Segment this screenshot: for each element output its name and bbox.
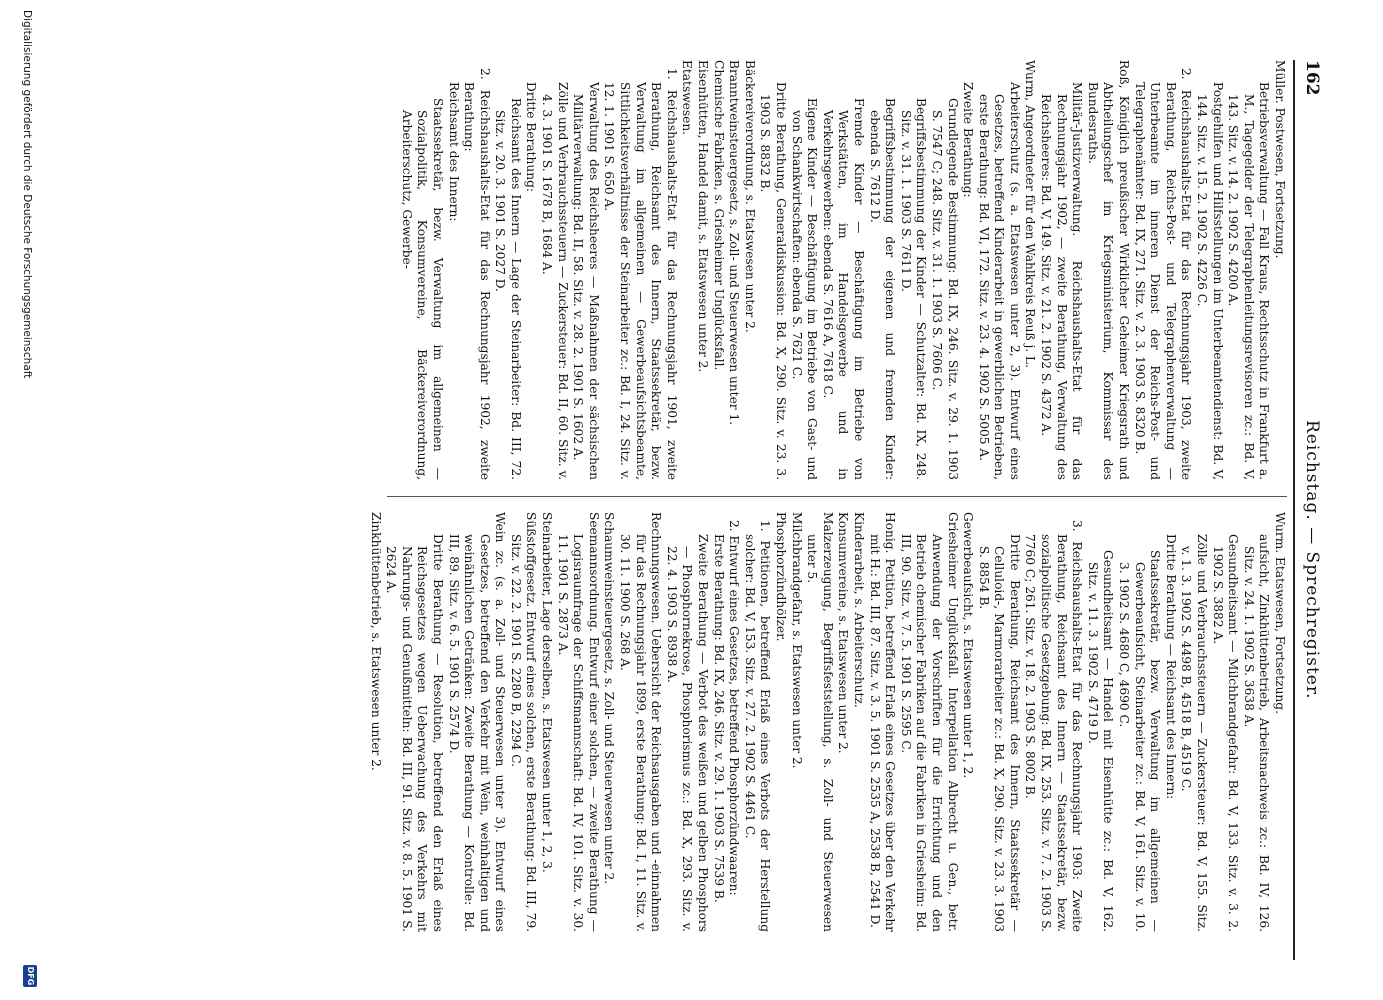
running-title: Reichstag. — Sprechregister. — [1302, 420, 1322, 700]
index-entry: Rechnungswesen. Uebersicht der Reichsausgaben und -einnahmen für das Rechnungsjahr 1899, erste Berathung: Bd. I, 11. Sitz. v. 30. 11. 1900 S. 268 A. — [618, 512, 664, 932]
index-entry: Verwaltung des Reichsheeres — Maßnahmen der sächsischen Militärverwaltung: Bd. II, 58. Sitz. v. 28. 2. 1901 S. 1602 A. — [571, 82, 601, 480]
index-entry: Dritte Berathung — Resolution, betreffend den Erlaß eines Reichsgesetzes wegen Ueberwachung des Verkehrs mit Nahrungs- und Genußmitteln: Bd. III, 91. Sitz. v. 8. 5. 1901 S. 2624 A. — [384, 534, 445, 932]
index-entry: Reichsamt des Innern — Lage der Steinarbeiter: Bd. III, 72. Sitz. v. 20. 3. 1901 S. 2027 D. — [493, 98, 523, 480]
index-entry: Staatssekretär, bezw. Verwaltung im allgemeinen — Gewerbeaufsicht, Steinarbeiter zc.: Bd. V, 161. Sitz. v. 10. 3. 1902 S. 4680 C, 4690 C. — [1117, 550, 1163, 932]
index-entry: Eisenhütten, Handel damit, s. Etatswesen unter 2. — [696, 60, 711, 373]
index-entry: Gesundheitsamt — Milchbrandgefahr: Bd. V, 133. Sitz. v. 3. 2. 1902 S. 3882 A. — [1210, 534, 1241, 932]
index-entry: Wurm, Angeordneter für den Wahlkreis Reuß j. L. — [1023, 60, 1038, 368]
index-entry: Postgehilfen und Hilfsstellungen im Unterbeamtendienst: Bd. V, 144. Sitz. v. 15. 2. 1902 S. 4226 C. — [1195, 82, 1225, 480]
index-entry: Betriebsverwaltung — Fall Kraus, Rechtsschutz in Frankfurt a. M., Tagegelder der Telegraphenleitungsrevisoren zc.: Bd. V, 143. Sitz. v. 14. 2. 1902 S. 4200 A. — [1226, 82, 1272, 480]
left-column — [127, 60, 1287, 480]
index-entry: Roß, Königlich preußischer Wirklicher Geheimer Kriegsrath und Abtheilungschef im Kriegsministerium, Kommissar des Bundesraths. — [1085, 60, 1132, 480]
index-entry: Wein zc. (s. a. Zoll- und Steuerwesen unter 3). Entwurf eines Gesetzes, betreffend den Verkehr mit Wein, weinhaltigen und weinähnlichen Getränken: Zweite Berathung — Kontrolle: Bd. III, 89. Sitz. v. 6. 5. 1901 S. 2574 D. — [446, 512, 508, 932]
right-column — [127, 512, 1287, 932]
index-entry: Erste Berathung: Bd. IX, 246. Sitz. v. 29. 1. 1903 S. 7539 B. — [711, 534, 726, 903]
index-entry: Honig. Petition, betreffend Erlaß eines Gesetzes über den Verkehr mit H.: Bd. III, 87. Sitz. v. 3. 5. 1901 S. 2535 A, 2538 B, 2541 D. — [867, 512, 898, 932]
index-entry: Zinkhüttenbetrieb, s. Etatswesen unter 2. — [368, 512, 383, 771]
index-entry: Dritte Berathung, Reichsamt des Innern, Staatssekretär — Celluloid-, Marmorarbeiter zc.: Bd. X, 290. Sitz. v. 23. 3. 1903 S. 8854 B. — [976, 534, 1022, 932]
index-entry: Müller. Postwesen, Fortsetzung. — [1273, 60, 1287, 259]
index-entry: Militär-Justizverwaltung. Reichshaushalts-Etat für das Rechnungsjahr 1902, — zweite Berathung, Verwaltung des Reichsheeres: Bd. V, 149. Sitz. v. 21. 2. 1902 S. 4372 A. — [1039, 82, 1085, 480]
index-entry: Griesheimer Unglücksfall. Interpellation Albrecht u. Gen., betr. Anwendung der Vorschriften für die Errichtung und den Betrieb chemischer Fabriken auf die Fabriken in Griesheim: Bd. III, 90. Sitz. v. 7. 5. 1901 S. 2595 C. — [898, 512, 960, 932]
index-entry: Chemische Fabriken, s. Griesheimer Unglücksfall. — [711, 60, 726, 371]
index-entry: Konsumvereine, s. Etatswesen unter 2. — [836, 512, 851, 754]
index-entry: Zweite Berathung — Verbot des weißen und gelben Phosphors — Phosphornekrose, Phosphorismus zc.: Bd. X, 293. Sitz. v. 22. 4. 1903 S. 8938 A. — [664, 534, 711, 932]
index-entry: Arbeiterschutz (s. a. Etatswesen unter 2, 3). Entwurf eines Gesetzes, betreffend Kinderarbeit in gewerblichen Betrieben, erste Berathung: Bd. VI, 172. Sitz. v. 23. 4. 1902 S. 5005 A. — [976, 82, 1022, 480]
index-entry: Staatssekretär, bezw. Verwaltung im allgemeinen — Sozialpolitik, Konsumvereine, Bäckereiverordnung, Arbeiterschutz, Gewerbe- — [399, 98, 445, 480]
index-entry: aufsicht, Zinkhüttenbetrieb, Arbeitsnachweis zc.: Bd. IV, 126. Sitz. v. 24. 1. 1902 S. 3638 A. — [1241, 534, 1272, 932]
index-entry: 2. Reichshaushalts-Etat für das Rechnungsjahr 1903, zweite Berathung, Reichs-Post- und Telegraphenverwaltung — Unterbeamte im inneren Dienst der Reichs-Post- und Telegraphenämter: Bd. IX, 271. Sitz. v. 2. 3. 1903 S. 8320 B. — [1132, 68, 1194, 480]
index-entry: Steinarbeiter, Lage derselben, s. Etatswesen unter 1, 2, 3. — [540, 512, 555, 873]
index-entry: Kinderarbeit, s. Arbeiterschutz. — [851, 512, 866, 708]
index-entry: Zölle und Verbrauchssteuern — Zuckersteuer: Bd. V, 155. Sitz. v. 1. 3. 1902 S. 4498 B, 4518 B, 4519 C. — [1179, 534, 1210, 932]
index-entry: Eigene Kinder — Beschäftigung im Betriebe von Gast- und von Schankwirtschaften: ebenda S. 7621 C. — [789, 98, 820, 480]
index-entry: Dritte Berathung — Reichsamt des Innern: — [1163, 534, 1178, 800]
index-entry: Gesundheitsamt — Handel mit Eisenhütte zc.: Bd. V, 162. Sitz. v. 11. 3. 1902 S. 4719 D. — [1085, 550, 1116, 932]
index-entry: Malzerzeugung, Begriffsfeststellung, s. Zoll- und Steuerwesen unter 5. — [805, 512, 835, 932]
index-entry: 3. Reichshaushalts-Etat für das Rechnungsjahr 1903: Zweite Berathung, Reichsamt des Innern — Staatssekretär, bezw. sozialpolitische Gesetzgebung: Bd. IX, 253. Sitz. v. 7. 2. 1903 S. 7760 C; 261. Sitz. v. 18. 2. 1903 S. 8002 B. — [1023, 520, 1085, 932]
footer-credit: Digitalisierung gefördert durch die Deutsche Forschungsgemeinschaft — [21, 10, 33, 379]
index-entry: Bäckereiverordnung, s. Etatswesen unter 2. — [742, 60, 757, 333]
index-entry: Schaumweinsteuergesetz, s. Zoll- und Steuerwesen unter 2. — [602, 512, 617, 885]
index-entry: Dritte Berathung: — [524, 82, 539, 192]
index-entry: 2. Entwurf eines Gesetzes, betreffend Phosphorzündwaaren: — [727, 520, 742, 896]
index-entry: Gewerbeaufsicht, s. Etatswesen unter 1, 2. — [961, 512, 976, 779]
index-entry: Seemannsordnung. Entwurf einer solchen, — zweite Berathung — Logisraumfrage der Schiffsmannschaft: Bd. IV, 101. Sitz. v. 30. 11. 1901 S. 2873 A. — [555, 512, 601, 932]
index-entry: Reichsamt des Innern: — [446, 82, 461, 222]
index-entry: Zölle und Verbrauchssteuern — Zuckersteuer: Bd. II, 60. Sitz. v. 4. 3. 1901 S. 1678 B, 1684 A. — [540, 82, 570, 480]
index-entry: Milchbrandgefahr, s. Etatswesen unter 2. — [789, 512, 804, 769]
index-entry: 1. Reichshaushalts-Etat für das Rechnungsjahr 1901, zweite Berathung, Reichsamt des Innern, Staatssekretär, bezw. Verwaltung im allgemeinen — Gewerbeaufsichtsbeamte, Sittlichkeitsverhältnisse der Steinarbeiter zc.: Bd. I, 24. Sitz. v. 12. 1. 1901 S. 650 A. — [602, 68, 679, 480]
page-number: 162 — [1302, 60, 1322, 96]
index-entry: 1. Petitionen, betreffend Erlaß eines Verbots der Herstellung solcher: Bd. V, 153. Sitz. v. 27. 2. 1902 S. 4461 C. — [742, 520, 773, 932]
index-entry: Zweite Berathung: — [961, 82, 976, 198]
index-entry: Dritte Berathung, Generaldiskussion: Bd. X, 290. Sitz. v. 23. 3. 1903 S. 8832 B. — [758, 82, 788, 480]
dfg-logo: DFG — [23, 965, 37, 987]
index-entry: Branntweinsteuergesetz, s. Zoll- und Steuerwesen unter 1. — [727, 60, 742, 426]
index-entry: Süßstoffgesetz. Entwurf eines solchen, erste Berathung: Bd. III, 79. Sitz. v. 22. 2. 1901 S. 2280 B, 2294 C. — [508, 512, 539, 932]
index-entry: Grundlegende Bestimmung: Bd. IX, 246. Sitz. v. 29. 1. 1903 S. 7547 C; 248. Sitz. v. 31. 1. 1903 S. 7606 C. — [929, 98, 960, 480]
index-entry: Wurm. Etatswesen, Fortsetzung. — [1273, 512, 1287, 714]
column-divider — [387, 496, 1287, 497]
header-rule — [1293, 60, 1295, 960]
index-entry: Begriffsbestimmung der eigenen und fremden Kinder: ebenda S. 7612 D. — [867, 98, 898, 480]
index-entry: Begriffsbestimmung der Kinder — Schutzalter: Bd. IX, 248. Sitz. v. 31. 1. 1903 S. 7611 D. — [898, 98, 929, 480]
footer — [3, 0, 43, 1000]
index-entry: Etatswesen. — [680, 60, 695, 136]
index-entry: Fremde Kinder — Beschäftigung im Betriebe von Werkstätten, im Handelsgewerbe und in Verkehrsgewerben: ebenda S. 7616 A, 7618 C. — [820, 98, 866, 480]
index-entry: Phosphorzündhölzer. — [774, 512, 788, 642]
index-entry: 2. Reichshaushalts-Etat für das Rechnungsjahr 1902, zweite Berathung: — [462, 68, 492, 480]
